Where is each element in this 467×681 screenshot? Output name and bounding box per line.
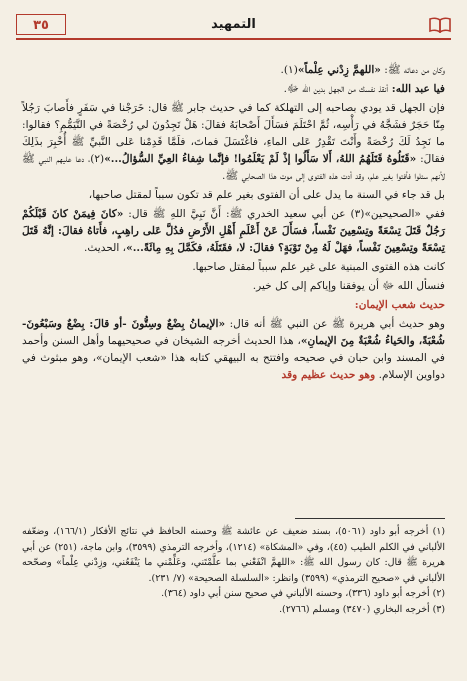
hadith-quote: «كانَ فِيمَنْ كانَ قَبْلَكُمْ رَجُلٌ قَتَلَ تِسْعَةً وتِسْعِينَ نَفْساً، فسَأَلَ عَنْ أَعْلَمِ أَهْلِ الأَرْضِ فدُلَّ عَلى راهِبٍ، فأَتاهُ فقالَ: إنَّهُ قَتَلَ تِسْعَةً وتِسْعِينَ نَفْساً، فهَلْ لَهُ مِنْ تَوْبَةٍ؟ فقالَ: لا، فقَتَلَهُ، فكَمَّلَ بِهِ مِائَةً...»	[22, 208, 445, 254]
hadith-quote: «قَتَلُوهُ قَتَلَهُمُ اللهُ، أَلا سَأَلُوا إذْ لَمْ يَعْلَمُوا! فإنَّما شِفاءُ العِيِّ السُّؤالُ...»	[104, 153, 417, 165]
footnote: (٣) أخرجه البخاري (٣٤٧٠) ومسلم (٢٧٦٦).	[279, 603, 445, 615]
page-header	[16, 14, 451, 40]
footnotes	[22, 524, 445, 617]
paragraph: ففي «الصحيحين»(٣) عن أبي سعيد الخدري ﷺ: أَنَّ نَبِيَّ اللهِ ﷺ قال: «كانَ فِيمَنْ كانَ قَبْلَكُمْ رَجُلٌ قَتَلَ تِسْعَةً وتِسْعِينَ نَفْساً، فسَأَلَ عَنْ أَعْلَمِ أَهْلِ الأَرْضِ فدُلَّ عَلى راهِبٍ، فأَتاهُ فقالَ: إنَّهُ قَتَلَ تِسْعَةً وتِسْعِينَ نَفْساً، فهَلْ لَهُ مِنْ تَوْبَةٍ؟ فقالَ: لا، فقَتَلَهُ، فكَمَّلَ بِهِ مِائَةً...»، الحديث.	[22, 208, 446, 254]
paragraph: فإن الجهل قد يودي بصاحبه إلى التهلكة كما في حديث جابر ﷺ قال: خَرَجْنا في سَفَرٍ فأَصابَ رَجُلاً مِنّا حَجَرٌ فشَجَّهُ في رَأْسِه، ثُمَّ احْتَلَمَ فسَأَلَ أَصْحابَهُ فقالَ: هَلْ تَجِدُونَ لي رُخْصَةً في التَّيَمُّمِ؟ فقالوا: ما نَجِدُ لَكَ رُخْصَةً وأَنْتَ تَقْدِرُ عَلى الماءِ، فاغْتَسَلَ فماتَ، فلَمَّا قَدِمْنا عَلى النَّبيِّ ﷺ أُخْبِرَ بذَلِكَ فقالَ: «قَتَلُوهُ قَتَلَهُمُ اللهُ، أَلا سَأَلُوا إذْ لَمْ يَعْلَمُوا! فإنَّما شِفاءُ العِيِّ السُّؤالُ...»(٢)، دعا عليهم النبي ﷺ لأنهم سئلوا فأفتوا بغير علم، وقد أدت هذه الفتوى إلى موت هذا الصحابي ﷺ.	[22, 102, 445, 182]
paragraph: فيا عبد الله: أنقذ نفسك من الجهل بدين الله ﷻ.	[283, 83, 445, 95]
paragraph: وهو حديث أبي هريرة ﷺ عن النبي ﷺ أنه قال: «الإيمانُ بِضْعٌ وسِتُّونَ -أو قالَ: بِضْعٌ وسَبْعُونَ- شُعْبَةً، والحَياءُ شُعْبَةٌ مِنَ الإيمانِ»، هذا الحديث أخرجه الشيخان في صحيحيهما وأهل السنن وأحمد في المسند وابن حبان في صحيحه وافتتح به البيهقي كتابه هذا «شعب الإيمان»، وهو مبثوث في دواوين الإسلام. وهو حديث عظيم وقد	[22, 318, 446, 381]
open-book-icon	[429, 17, 451, 33]
section-heading: حديث شعب الإيمان:	[354, 299, 445, 311]
footnote-ref: (١).	[280, 64, 298, 76]
footnote-ref: (٣)	[350, 208, 365, 220]
hadith-quote: «اللهمَّ زِدْني عِلْماً»	[297, 64, 381, 76]
book-title: «شعب الإيمان»	[96, 352, 167, 364]
chapter-title: التمهيد	[211, 17, 256, 32]
footnote-divider	[295, 518, 445, 519]
paragraph: فنسأل الله ﷻ أن يوفقنا وإياكم إلى كل خير.	[252, 280, 445, 292]
paragraph: كانت هذه الفتوى المبنية على غير علم سبباً لمقتل صاحبها.	[192, 261, 445, 273]
main-text	[22, 62, 445, 386]
narration: خَرَجْنا في سَفَرٍ فأَصابَ رَجُلاً مِنّا حَجَرٌ فشَجَّهُ في رَأْسِه، ثُمَّ احْتَلَمَ فسَأَلَ أَصْحابَهُ فقالَ: هَلْ تَجِدُونَ لي رُخْصَةً في التَّيَمُّمِ؟ فقالوا: ما نَجِدُ لَكَ رُخْصَةً وأَنْتَ تَقْدِرُ عَلى الماءِ، فاغْتَسَلَ فماتَ، فلَمَّا قَدِمْنا عَلى النَّبيِّ ﷺ أُخْبِرَ بذَلِكَ فقالَ:	[22, 102, 445, 165]
hadith-quote: «الإيمانُ بِضْعٌ وسِتُّونَ -أو قالَ: بِضْعٌ وسَبْعُونَ- شُعْبَةً، والحَياءُ شُعْبَةٌ مِنَ الإيمانِ»	[22, 318, 445, 347]
paragraph: وكان من دعائه ﷺ: «اللهمَّ زِدْني عِلْماً»(١).	[280, 64, 445, 76]
footnote: (٢) أخرجه أبو داود (٣٣٦)، وحسنه الألباني في صحيح سنن أبي داود (٣٦٤).	[161, 588, 445, 599]
highlight-text: وهو حديث عظيم وقد	[281, 369, 376, 381]
paragraph: بل قد جاء في السنة ما يدل على أن الفتوى بغير علم قد تكون سبباً لمقتل صاحبها،	[88, 189, 445, 201]
page-number: ٣٥	[16, 14, 66, 35]
footnote: (١) أخرجه أبو داود (٥٠٦١)، بسند ضعيف عن عائشة ﷺ وحسنه الحافظ في نتائج الأفكار (١٦٦/١)، وضعّفه الألباني في الكلم الطيب (٤٥)، وفي «المشكاة» (١٢١٤)، وأخرجه الترمذي (٣٥٩٩)، وابن ماجة، (٢٥١) عن أبي هريرة ﷺ قال: كان رسول الله ﷺ: «اللهمَّ انْفَعْني بما علَّمْتَني، وعَلِّمْني ما يَنْفَعُني، وزِدْني عِلْماً» وصحّحه الألباني في «صحيح الترمذي» (٣٥٩٩) وانظر: «السلسلة الصحيحة» (٧/ ٢٣١).	[22, 526, 446, 584]
